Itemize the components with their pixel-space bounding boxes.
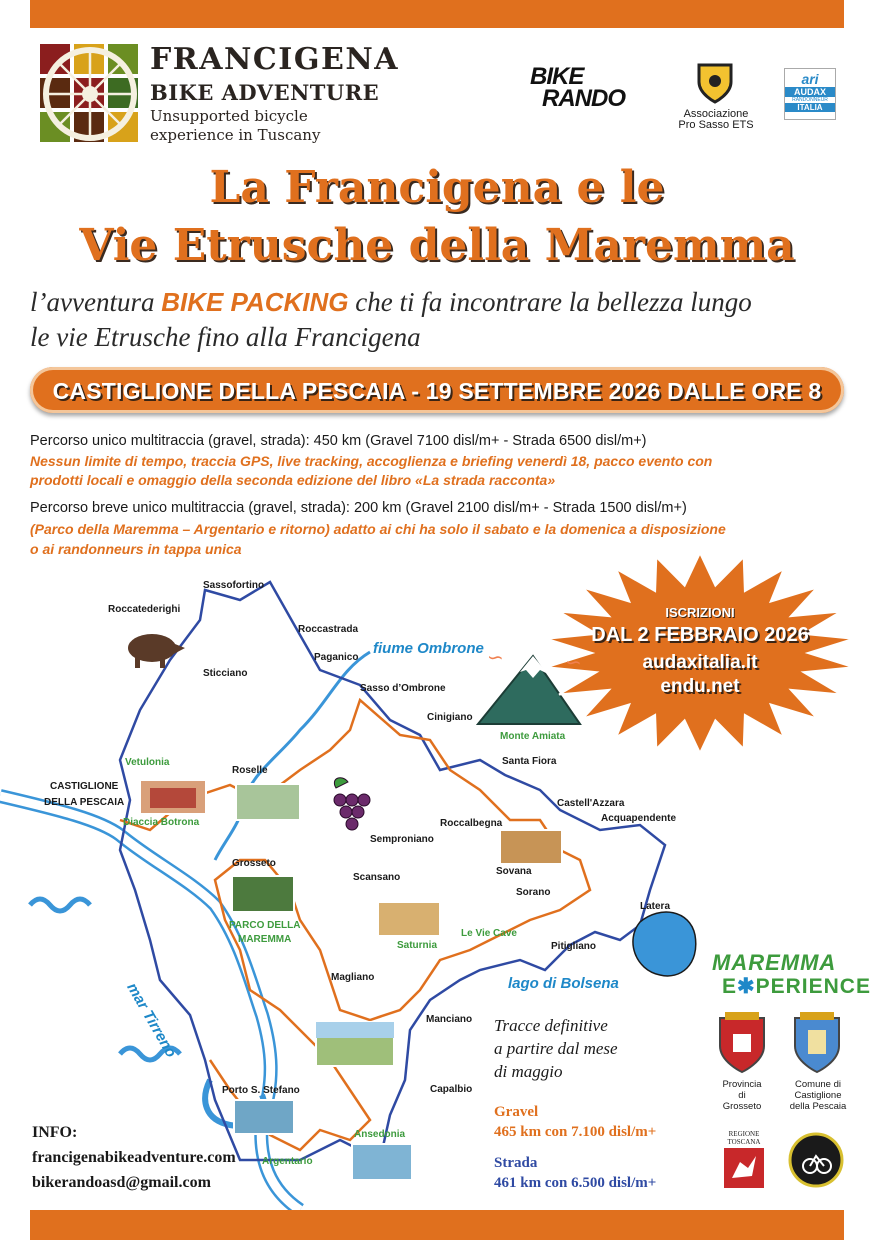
place-saturnia: Saturnia — [397, 940, 438, 951]
route-orange — [120, 700, 590, 1150]
bikerando-line-1: BIKE — [530, 63, 584, 90]
thumb-saturnia — [378, 902, 440, 936]
town-castiglione-1: CASTIGLIONE — [50, 781, 119, 792]
town-acquapendente: Acquapendente — [601, 813, 677, 824]
info-label: INFO: — [32, 1124, 78, 1141]
brand-tagline-1: Unsupported bicycle — [150, 107, 308, 125]
town-grosseto: Grosseto — [232, 858, 276, 869]
place-amiata: Monte Amiata — [500, 731, 566, 742]
audax-logo-mid: AUDAX — [785, 87, 835, 97]
comune-crest-icon — [790, 1010, 844, 1079]
thumb-sovana — [500, 830, 562, 864]
town-cinigiano: Cinigiano — [427, 712, 473, 723]
thumb-diaccia — [140, 780, 206, 814]
strada-label: Strada — [494, 1155, 538, 1171]
route-short-detail-2: o ai randonneurs in tappa unica — [30, 541, 242, 557]
cloud-icon: ∽ — [565, 652, 582, 674]
page-title-line-2: Vie Etrusche della Maremma — [79, 220, 795, 271]
pegasus-icon — [722, 1146, 766, 1190]
town-pitigliano: Pitigliano — [551, 941, 596, 952]
route-long-heading: Percorso unico multitraccia (gravel, strada): 450 km (Gravel 7100 disl/m+ - Strada 6500 disl/m+) — [30, 433, 647, 449]
shield-icon — [696, 62, 734, 109]
thumb-ansedonia — [352, 1144, 412, 1180]
page-title-line-1: La Francigena e le — [209, 162, 665, 213]
audax-logo-bot: RANDONNEUR — [792, 97, 828, 103]
river-ombrone — [215, 652, 370, 860]
signup-label: ISCRIZIONI — [665, 605, 735, 620]
provincia-label-2: di — [738, 1090, 746, 1101]
maremma-e: E — [722, 975, 738, 998]
place-viecave: Le Vie Cave — [461, 928, 517, 939]
tagline-post: che ti fa incontrare la bellezza lungo — [348, 287, 752, 317]
place-argentario: Argentario — [262, 1156, 313, 1167]
gravel-label: Gravel — [494, 1104, 539, 1120]
town-sassofortino: Sassofortino — [203, 580, 265, 591]
tagline-pre: l’avventura — [30, 287, 162, 317]
wheel-logo-icon — [38, 42, 142, 146]
town-paganico: Paganico — [314, 652, 359, 663]
place-parco-2: MAREMMA — [238, 934, 292, 945]
bottom-bar — [30, 1210, 844, 1240]
town-roselle: Roselle — [232, 765, 268, 776]
town-castellazzara: Castell'Azzara — [557, 798, 625, 809]
lake-bolsena-shape — [633, 912, 696, 976]
provincia-label-3: Grosseto — [722, 1101, 762, 1112]
route-short-heading: Percorso breve unico multitraccia (gravel, strada): 200 km (Gravel 2100 disl/m+ - Strada 1500 disl/m+) — [30, 500, 687, 516]
strada-value: 461 km con 6.500 disl/m+ — [494, 1175, 657, 1191]
grapes-icon — [334, 778, 370, 830]
town-semproniano: Semproniano — [370, 834, 434, 845]
town-roccalbegna: Roccalbegna — [440, 818, 503, 829]
boar-icon — [128, 634, 185, 668]
assoc-name-1: Associazione — [683, 108, 749, 120]
town-manciano: Manciano — [426, 1014, 473, 1025]
tagline-line-2: le vie Etrusche fino alla Francigena — [30, 322, 421, 352]
maremma-rest: PERIENCE — [755, 975, 871, 998]
info-email-link[interactable]: bikerandoasd@gmail.com — [32, 1174, 211, 1191]
club-badge-icon — [788, 1132, 844, 1193]
place-diaccia: Diaccia Botrona — [123, 817, 200, 828]
town-castiglione-2: DELLA PESCAIA — [44, 797, 125, 808]
brand-name: FRANCIGENA — [150, 42, 400, 77]
provincia-crest-icon — [715, 1010, 769, 1079]
town-sasso: Sasso d’Ombrone — [360, 683, 446, 694]
tagline-line-1 — [30, 287, 752, 318]
maremma-logo-line-2 — [722, 974, 871, 999]
gravel-value: 465 km con 7.100 disl/m+ — [494, 1124, 657, 1140]
event-banner-text: CASTIGLIONE DELLA PESCAIA - 19 SETTEMBRE 2026 DALLE ORE 8 — [52, 378, 822, 404]
town-magliano: Magliano — [331, 972, 375, 983]
maremma-logo-line-1: MAREMMA — [712, 950, 837, 975]
regione-logo — [722, 1130, 766, 1192]
audax-logo — [784, 68, 836, 120]
audax-logo-top: ari — [801, 71, 819, 87]
water-tirreno: mar Tirreno — [123, 980, 180, 1061]
comune-label-2: Castiglione — [794, 1090, 842, 1101]
place-vetulonia: Vetulonia — [125, 757, 170, 768]
audax-logo-country: ITALIA — [785, 103, 835, 112]
provincia-label-1: Provincia — [722, 1079, 762, 1090]
town-sticciano: Sticciano — [203, 668, 248, 679]
signup-site-2[interactable]: endu.net — [660, 676, 740, 697]
town-roccatederighi: Roccatederighi — [108, 604, 181, 615]
thumb-roselle — [236, 784, 300, 820]
thumb-riders — [316, 1022, 394, 1066]
assoc-name-2: Pro Sasso ETS — [678, 119, 754, 131]
tagline-highlight: BIKE PACKING — [161, 287, 349, 317]
route-short-detail-1: (Parco della Maremma – Argentario e ritorno) adatto ai chi ha solo il sabato e la domenica a disposizione — [30, 521, 726, 537]
bikerando-line-2: RANDO — [542, 85, 625, 112]
route-long-detail-1: Nessun limite di tempo, traccia GPS, live tracking, accoglienza e briefing venerdì 18, pacco evento con — [30, 453, 713, 469]
note-line-2: a partire dal mese — [494, 1039, 618, 1058]
regione-label-2: TOSCANA — [727, 1138, 761, 1146]
town-sorano: Sorano — [516, 887, 551, 898]
info-website-link[interactable]: francigenabikeadventure.com — [32, 1149, 236, 1166]
cloud-icon: ∽ — [487, 647, 504, 669]
star-icon: ✱ — [737, 975, 756, 998]
brand-tagline-2: experience in Tuscany — [150, 126, 321, 144]
town-capalbio: Capalbio — [430, 1084, 473, 1095]
town-portostefano: Porto S. Stefano — [222, 1085, 300, 1096]
thumb-argentario — [234, 1100, 294, 1134]
place-parco-1: PARCO DELLA — [229, 920, 301, 931]
brand-subname: BIKE ADVENTURE — [150, 80, 380, 105]
comune-label-3: della Pescaia — [789, 1101, 847, 1112]
water-ombrone: fiume Ombrone — [373, 640, 484, 657]
comune-label-1: Comune di — [795, 1079, 841, 1090]
town-sovana: Sovana — [496, 866, 532, 877]
thumb-parco — [232, 876, 294, 912]
note-line-1: Tracce definitive — [494, 1016, 608, 1035]
route-long-detail-2: prodotti locali e omaggio della seconda edizione del libro «La strada racconta» — [30, 472, 556, 488]
bikerando-logo — [530, 63, 625, 112]
water-bolsena: lago di Bolsena — [508, 975, 619, 992]
note-line-3: di maggio — [494, 1062, 563, 1081]
town-roccastrada: Roccastrada — [298, 624, 359, 635]
regione-label-1: REGIONE — [728, 1130, 760, 1138]
signup-date: DAL 2 FEBBRAIO 2026 — [591, 624, 809, 646]
top-bar — [30, 0, 844, 28]
town-santafiora: Santa Fiora — [502, 756, 557, 767]
town-scansano: Scansano — [353, 872, 401, 883]
signup-site-1[interactable]: audaxitalia.it — [642, 652, 758, 673]
town-latera: Latera — [640, 901, 671, 912]
place-ansedonia: Ansedonia — [354, 1129, 406, 1140]
